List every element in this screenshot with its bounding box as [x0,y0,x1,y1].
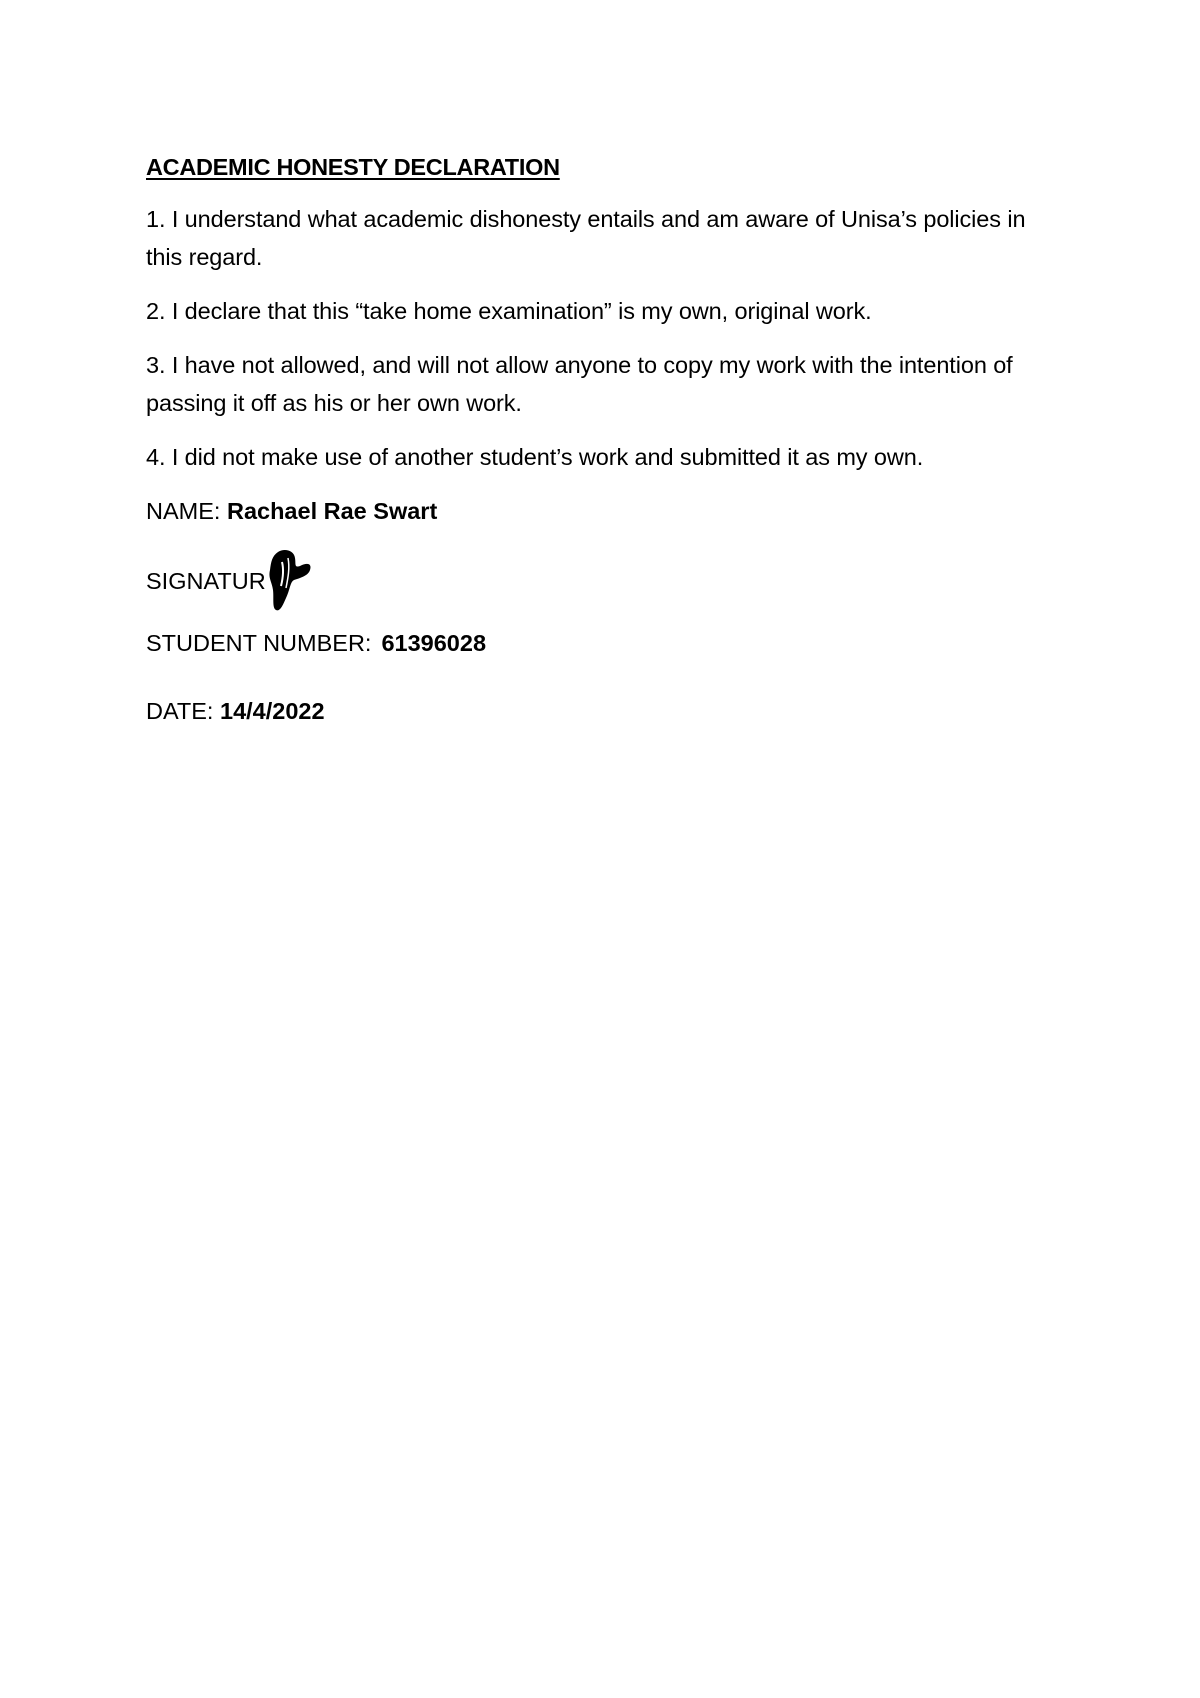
declaration-content [146,148,1046,730]
student-number-label: STUDENT NUMBER: [146,630,372,656]
date-field [146,692,1046,730]
statement-1: 1. I understand what academic dishonesty entails and am aware of Unisa’s policies in this regard. [146,206,1026,270]
name-field [146,492,1046,530]
student-number-field [146,624,1046,662]
date-label: DATE: [146,698,220,724]
statement-2: 2. I declare that this “take home examination” is my own, original work. [146,298,872,324]
name-value: Rachael Rae Swart [226,498,438,524]
statement-3: 3. I have not allowed, and will not allow anyone to copy my work with the intention of passing it off as his or her own work. [146,352,1013,416]
date-value: 14/4/2022 [220,698,325,724]
signature-field [146,548,1046,604]
signature-label: SIGNATUR [146,568,266,594]
handwritten-signature [264,548,314,614]
document-title: ACADEMIC HONESTY DECLARATION [146,154,560,180]
student-number-value: 61396028 [381,630,487,656]
statement-4: 4. I did not make use of another student’s work and submitted it as my own. [146,444,924,470]
name-label: NAME: [146,498,227,524]
